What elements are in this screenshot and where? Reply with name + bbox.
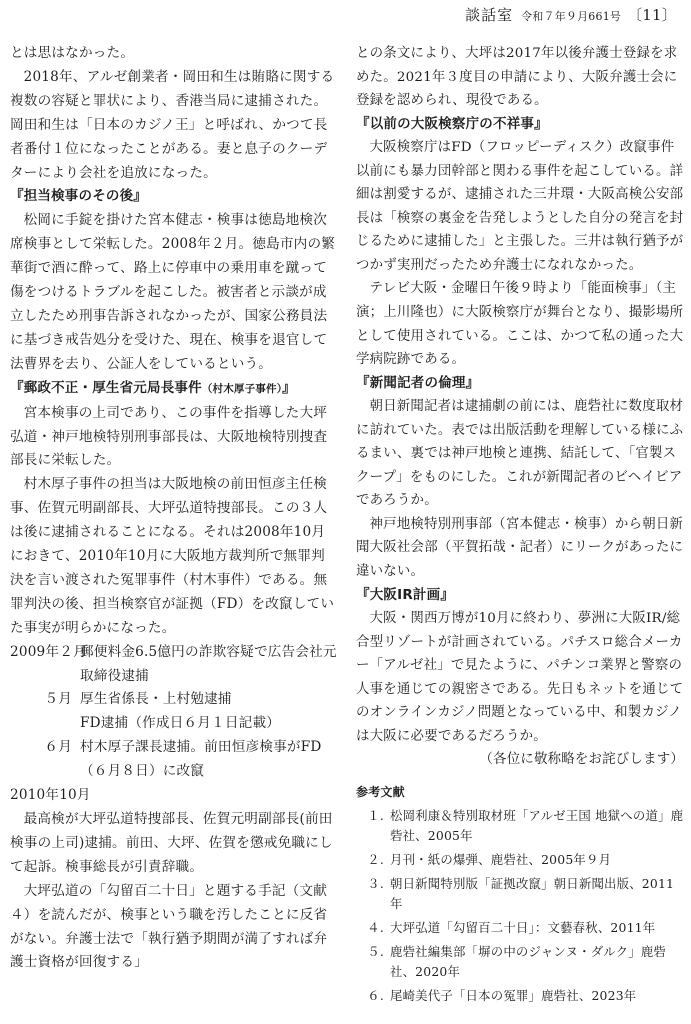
reference-item — [356, 918, 684, 938]
timeline-row — [10, 712, 337, 736]
reference-text: 大坪弘道「勾留百二十日」：文藝春秋、2011年 — [390, 919, 656, 935]
section-heading: 『以前の大阪検察庁の不祥事』 — [356, 115, 548, 132]
paragraph: テレビ大阪・金曜日午後９時より「能面検事」（主演；上川隆也）に大阪検察庁が舞台となり、撮影場所として使用されている。ここは、かつて私の通った大学病院跡である。 — [356, 281, 684, 368]
timeline-month: ５月 — [44, 691, 72, 708]
heading-text: 『郵政不正・厚生省元局長事件 — [10, 379, 202, 396]
section-heading: 『担当検事のその後』 — [10, 188, 147, 205]
issue-label: 令和７年９月661号 — [521, 10, 622, 23]
reference-text: 鹿砦社編集部「塀の中のジャンヌ・ダルク」鹿砦社、2020年 — [390, 943, 667, 979]
paragraph: とは思はなかった。 — [10, 45, 135, 61]
paragraph: 大阪検察庁はFD（フロッピーディスク）改竄事件以前にも暴力団幹部と関わる事件を起こしている。詳細は割愛するが、逮捕された三井環・大阪高検公安部長は「検察の裏金を告発しようとした自分の発言を封じるために逮捕した」と主張した。三井は執行猶予がつかず実刑だったため弁護士になれなかった。 — [356, 140, 684, 273]
section-heading — [10, 377, 337, 402]
heading-end: 』 — [282, 379, 296, 396]
heading-subtext: （村木厚子事件） — [201, 382, 283, 395]
column-title: 談話室 — [465, 6, 514, 24]
reference-text: 尾崎美代子「日本の冤罪」鹿砦社、2023年 — [390, 987, 637, 1003]
left-column — [10, 42, 337, 975]
page-number: 〔11〕 — [627, 6, 677, 24]
timeline-date: 2009年２月 — [10, 643, 87, 660]
timeline-row — [10, 688, 337, 712]
paragraph: 2018年、アルゼ創業者・岡田和生は賄賂に関する複数の容疑と罪状により、香港当局に逮捕された。岡田和生は「日本のカジノ王」と呼ばれ、かつて長者番付１位になったことがある。妻と息子のクーデターにより会社を追放になった。 — [10, 68, 335, 181]
timeline-text: FD逮捕（作成日６月１日記載） — [80, 715, 281, 732]
reference-number: ５. — [367, 943, 384, 959]
paragraph: 大坪弘道の「勾留百二十日」と題する手記（文献４）を読んだが、検事という職を汚したことに反省がない。弁護士法で「執行猶予期間が満了すれば弁護士資格が回復する」 — [10, 882, 328, 971]
reference-number: １. — [367, 807, 384, 823]
timeline-month: ６月 — [44, 739, 72, 756]
timeline-month — [10, 712, 80, 736]
reference-item — [356, 942, 684, 982]
page-header — [465, 4, 677, 25]
right-column — [356, 42, 684, 1010]
paragraph: 松岡に手錠を掛けた宮本健志・検事は徳島地検次席検事として栄転した。2008年２月。徳島市内の繁華街で酒に酔って、路上に停車中の乗用車を蹴って傷をつけるトラブルを起こした。被害者と示談が成立したため刑事告訴されなかったが、国家公務員法に基づき戒告処分を受けた、現在、検事を退官して法曹界を去り、公証人をしているという。 — [10, 212, 336, 372]
paragraph: 最高検が大坪弘道特捜部長、佐賀元明副部長(前田検事の上司)逮捕。前田、大坪、佐賀を懲戒免職にして起訴。検事総長が引責辞職。 — [10, 811, 333, 875]
reference-text: 月刊・紙の爆弾、鹿砦社、2005年９月 — [390, 851, 612, 867]
timeline-row — [10, 736, 337, 784]
reference-text: 朝日新聞特別版「証拠改竄」朝日新聞出版、2011年 — [390, 875, 675, 911]
paragraph: 村木厚子事件の担当は大阪地検の前田恒彦主任検事、佐賀元明副部長、大坪弘道特捜部長。この３人は後に逮捕されることになる。それは2008年10月におきて、2010年10月に大阪地方裁判所で無罪判決を言い渡された冤罪事件（村木事件）である。無罪判決の後、担当検察官が証拠（FD）を改竄していた事実が明らかになった。 — [10, 476, 335, 636]
paragraph: 朝日新聞記者は逮捕劇の前には、鹿砦社に数度取材に訪れていた。表では出版活動を理解している様にふるまい、裏では神戸地検と連携、結託して、「官製スクープ」をものにした。これが新聞記者のビヘイビアであろうか。 — [356, 399, 684, 509]
date-line: 2010年10月 — [10, 787, 91, 804]
reference-item — [356, 986, 684, 1006]
reference-number: ２. — [367, 851, 384, 867]
reference-item — [356, 806, 684, 846]
reference-item — [356, 850, 684, 870]
timeline-text: 村木厚子課長逮捕。前田恒彦検事がFD（６月８日）に改竄 — [80, 739, 322, 780]
timeline-row — [10, 641, 337, 689]
reference-number: ６. — [367, 987, 384, 1003]
reference-number: ４. — [367, 919, 384, 935]
timeline — [10, 641, 337, 784]
timeline-text: 郵便料金6.5億円の詐欺容疑で広告会社元取締役逮捕 — [80, 643, 337, 684]
reference-number: ３. — [367, 875, 384, 891]
section-heading: 『新聞記者の倫理』 — [356, 374, 480, 391]
references-title: 参考文献 — [356, 784, 405, 799]
paragraph: 宮本検事の上司であり、この事件を指導した大坪弘道・神戸地検特別刑事部長は、大阪地検特別捜査部長に栄転した。 — [10, 404, 328, 469]
reference-text: 松岡利康＆特別取材班「アルゼ王国 地獄への道」鹿砦社、2005年 — [390, 807, 684, 843]
section-heading: 『大阪IR計画』 — [356, 586, 455, 603]
timeline-text: 厚生省係長・上村勉逮捕 — [80, 691, 232, 708]
paragraph: 神戸地検特別刑事部（宮本健志・検事）から朝日新聞大阪社会部（平賀拓哉・記者）にリークがあったに違いない。 — [356, 516, 684, 580]
paragraph: 大阪・関西万博が10月に終わり、夢洲に大阪IR/総合型リゾートが計画されている。パチスロ総合メーカー「アルゼ社」で見たように、パチンコ業界と警察の人事を通じての親密さである。先日もネットを通じてのオンラインカジノ問題となっている中、和製カジノは大阪に必要であるだろうか。 — [356, 611, 684, 744]
references — [356, 782, 684, 1006]
reference-item — [356, 874, 684, 914]
paragraph: との条文により、大坪は2017年以後弁護士登録を求めた。2021年３度目の申請により、大阪弁護士会に登録を認められ、現役である。 — [356, 46, 678, 109]
closing-note: （各位に敬称略をお詫びします） — [479, 752, 684, 768]
